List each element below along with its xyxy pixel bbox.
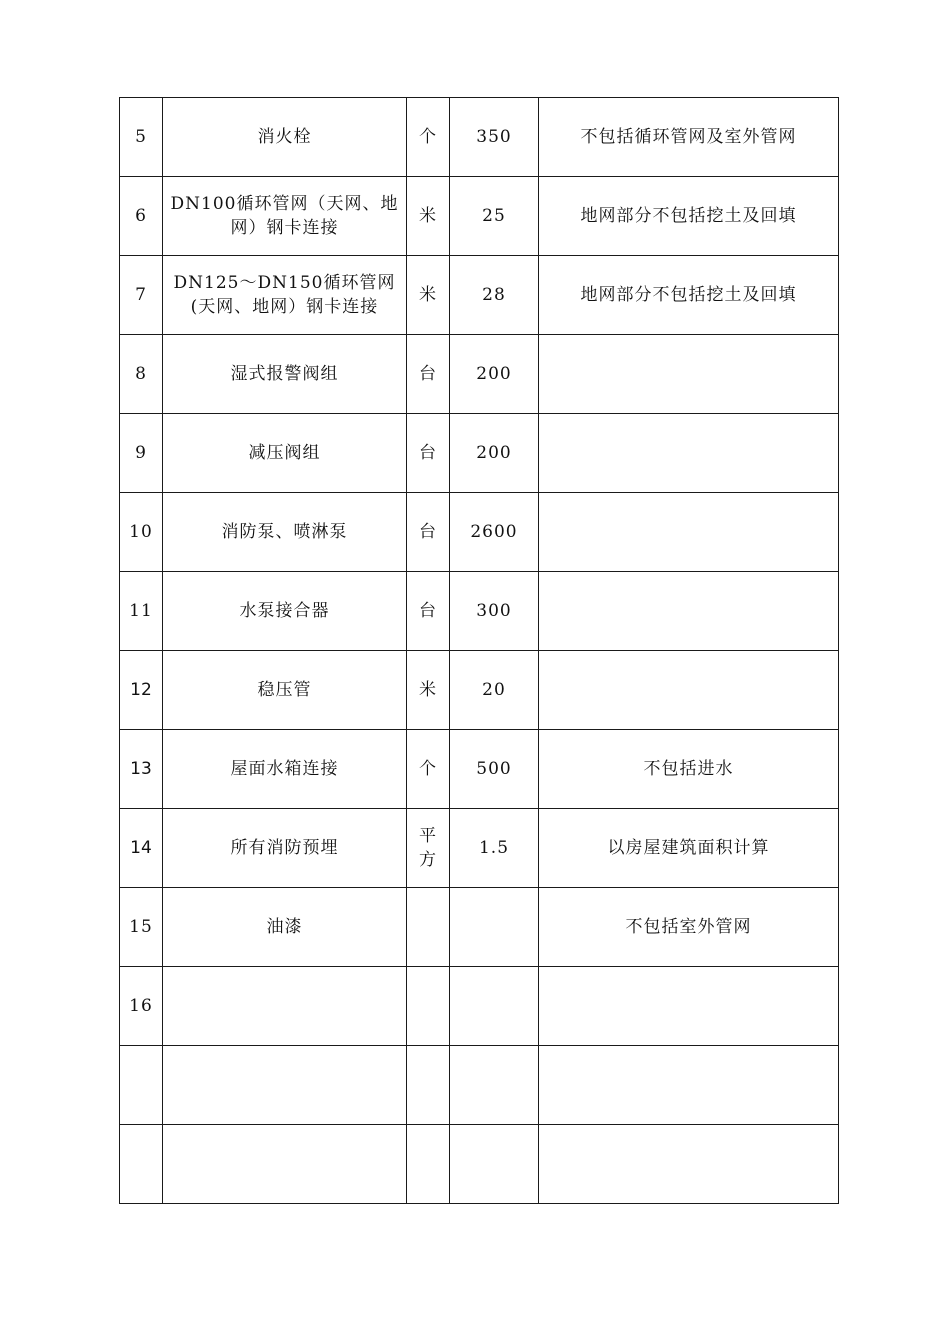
- unit-cell: [407, 1125, 450, 1204]
- row-number-cell: 16: [120, 967, 163, 1046]
- item-name-cell: 减压阀组: [163, 414, 407, 493]
- item-name-cell: [163, 1125, 407, 1204]
- item-name-cell: DN125～DN150循环管网(天网、地网）钢卡连接: [163, 256, 407, 335]
- item-name-cell: 水泵接合器: [163, 572, 407, 651]
- note-cell: [539, 572, 839, 651]
- row-number-cell: 9: [120, 414, 163, 493]
- note-cell: 不包括室外管网: [539, 888, 839, 967]
- price-cell: 300: [450, 572, 539, 651]
- price-cell: 20: [450, 651, 539, 730]
- unit-cell: [407, 1046, 450, 1125]
- price-cell: 500: [450, 730, 539, 809]
- item-name-cell: 消火栓: [163, 98, 407, 177]
- row-number-cell: 10: [120, 493, 163, 572]
- table-row: [120, 335, 839, 414]
- table-row: [120, 256, 839, 335]
- item-name-cell: 屋面水箱连接: [163, 730, 407, 809]
- item-name-cell: 湿式报警阀组: [163, 335, 407, 414]
- table-row: [120, 651, 839, 730]
- unit-cell: 个: [407, 730, 450, 809]
- price-cell: 25: [450, 177, 539, 256]
- unit-cell: 台: [407, 572, 450, 651]
- row-number-cell: 6: [120, 177, 163, 256]
- table-row: [120, 967, 839, 1046]
- unit-cell: [407, 967, 450, 1046]
- note-cell: [539, 967, 839, 1046]
- note-cell: [539, 335, 839, 414]
- item-name-cell: 所有消防预埋: [163, 809, 407, 888]
- item-name-cell: DN100循环管网（天网、地网）钢卡连接: [163, 177, 407, 256]
- price-cell: 28: [450, 256, 539, 335]
- price-cell: [450, 1125, 539, 1204]
- note-cell: 以房屋建筑面积计算: [539, 809, 839, 888]
- price-cell: 2600: [450, 493, 539, 572]
- table-row: [120, 730, 839, 809]
- table-row: [120, 414, 839, 493]
- note-cell: 地网部分不包括挖土及回填: [539, 256, 839, 335]
- price-table: [119, 97, 839, 1204]
- row-number-cell: 5: [120, 98, 163, 177]
- unit-cell: 台: [407, 414, 450, 493]
- row-number-cell: 13: [120, 730, 163, 809]
- table-row: [120, 1125, 839, 1204]
- item-name-cell: [163, 1046, 407, 1125]
- table-row: [120, 572, 839, 651]
- note-cell: 不包括进水: [539, 730, 839, 809]
- row-number-cell: [120, 1046, 163, 1125]
- unit-cell: 台: [407, 493, 450, 572]
- note-cell: [539, 1046, 839, 1125]
- note-cell: 不包括循环管网及室外管网: [539, 98, 839, 177]
- row-number-cell: 11: [120, 572, 163, 651]
- item-name-cell: [163, 967, 407, 1046]
- row-number-cell: [120, 1125, 163, 1204]
- item-name-cell: 稳压管: [163, 651, 407, 730]
- price-cell: [450, 888, 539, 967]
- table-row: [120, 888, 839, 967]
- item-name-cell: 消防泵、喷淋泵: [163, 493, 407, 572]
- note-cell: [539, 1125, 839, 1204]
- price-cell: 200: [450, 335, 539, 414]
- unit-cell: 米: [407, 256, 450, 335]
- price-cell: 200: [450, 414, 539, 493]
- price-cell: [450, 967, 539, 1046]
- table-row: [120, 493, 839, 572]
- price-cell: 1.5: [450, 809, 539, 888]
- row-number-cell: 14: [120, 809, 163, 888]
- note-cell: [539, 651, 839, 730]
- row-number-cell: 8: [120, 335, 163, 414]
- table-row: [120, 1046, 839, 1125]
- unit-cell: 米: [407, 651, 450, 730]
- table-row: [120, 809, 839, 888]
- row-number-cell: 7: [120, 256, 163, 335]
- table-row: [120, 177, 839, 256]
- unit-cell: 台: [407, 335, 450, 414]
- table-row: [120, 98, 839, 177]
- row-number-cell: 15: [120, 888, 163, 967]
- row-number-cell: 12: [120, 651, 163, 730]
- unit-cell: 米: [407, 177, 450, 256]
- price-cell: 350: [450, 98, 539, 177]
- note-cell: [539, 493, 839, 572]
- note-cell: [539, 414, 839, 493]
- price-cell: [450, 1046, 539, 1125]
- note-cell: 地网部分不包括挖土及回填: [539, 177, 839, 256]
- unit-cell: [407, 888, 450, 967]
- unit-cell: 个: [407, 98, 450, 177]
- unit-cell: 平方: [407, 809, 450, 888]
- item-name-cell: 油漆: [163, 888, 407, 967]
